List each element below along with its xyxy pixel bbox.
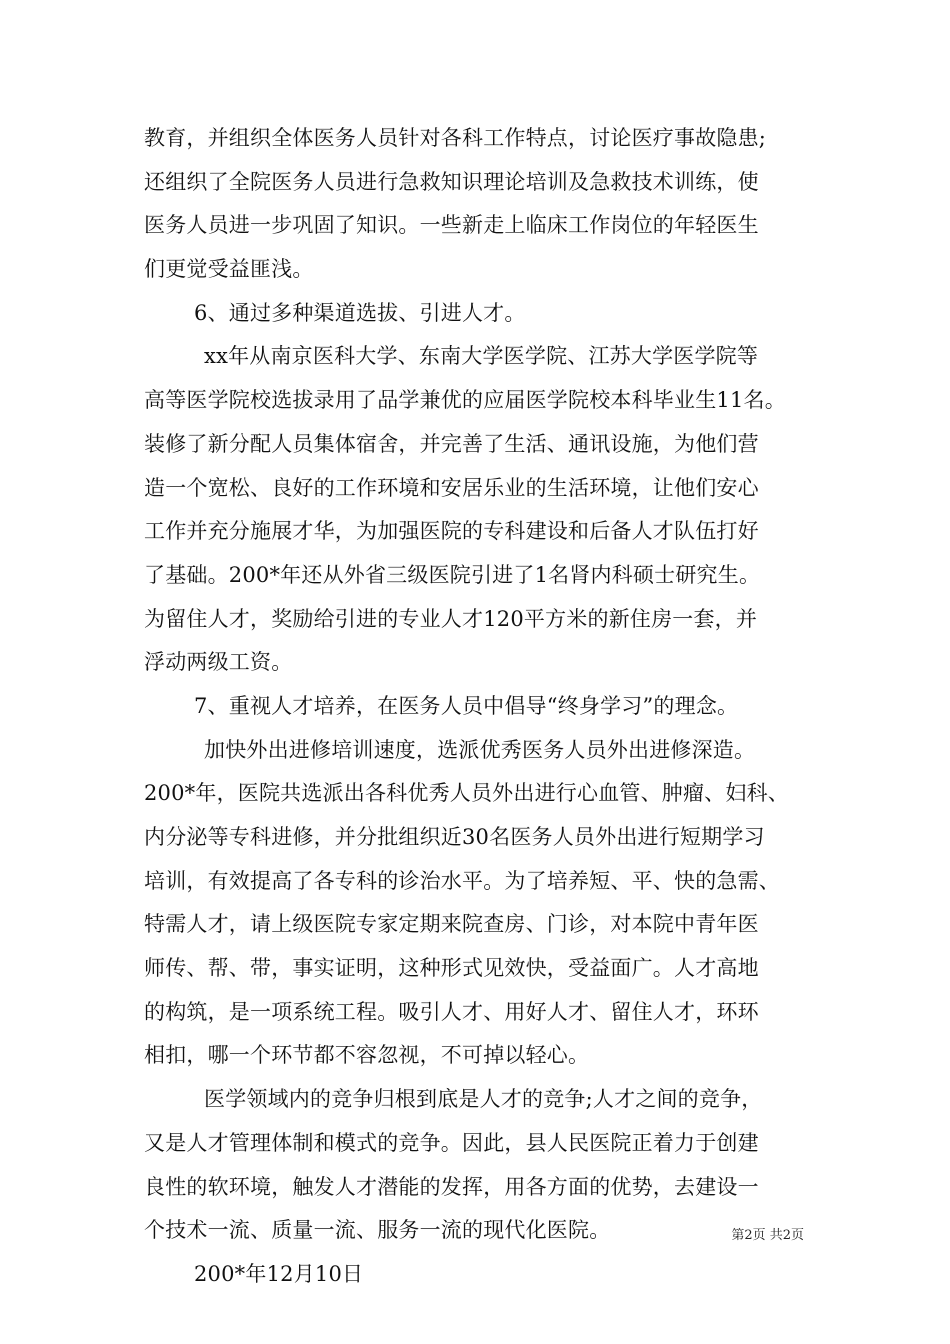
text-line: 教育，并组织全体医务人员针对各科工作特点，讨论医疗事故隐患; — [144, 126, 767, 150]
text-line: 造一个宽松、良好的工作环境和安居乐业的生活环境，让他们安心 — [144, 475, 759, 500]
text-line: 医务人员进一步巩固了知识。一些新走上临床工作岗位的年轻医生 — [144, 213, 759, 238]
document-date: 200*年12月10日 — [194, 1261, 364, 1286]
text-line: 为留住人才，奖励给引进的专业人才120平方米的新住房一套，并 — [144, 606, 758, 631]
text-line: 们更觉受益匪浅。 — [144, 257, 314, 282]
text-line: 浮动两级工资。 — [144, 650, 293, 675]
text-line: 医学领域内的竞争归根到底是人才的竞争;人才之间的竞争， — [204, 1087, 763, 1112]
text-line: 特需人才，请上级医院专家定期来院查房、门诊，对本院中青年医 — [144, 912, 759, 937]
text-line: 装修了新分配人员集体宿舍，并完善了生活、通讯设施，为他们营 — [144, 431, 759, 456]
text-line: 的构筑，是一项系统工程。吸引人才、用好人才、留住人才，环环 — [144, 999, 759, 1024]
text-line: 还组织了全院医务人员进行急救知识理论培训及急救技术训练，使 — [144, 169, 759, 194]
text-line: 培训，有效提高了各专科的诊治水平。为了培养短、平、快的急需、 — [144, 868, 780, 893]
text-line: 相扣，哪一个环节都不容忽视，不可掉以轻心。 — [144, 1043, 590, 1068]
text-line: 加快外出进修培训速度，选派优秀医务人员外出进修深造。 — [204, 737, 756, 762]
text-line: 师传、帮、带，事实证明，这种形式见效快，受益面广。人才高地 — [144, 956, 759, 981]
section-heading-6: 6、通过多种渠道选拔、引进人才。 — [194, 300, 526, 325]
text-line: 又是人才管理体制和模式的竞争。因此，县人民医院正着力于创建 — [144, 1130, 759, 1155]
text-line: 良性的软环境，触发人才潜能的发挥，用各方面的优势，去建设一 — [144, 1174, 759, 1199]
text-line: 个技术一流、质量一流、服务一流的现代化医院。 — [144, 1218, 611, 1243]
page-indicator: 第2页 共2页 — [731, 1228, 804, 1243]
section-heading-7: 7、重视人才培养，在医务人员中倡导“终身学习”的理念。 — [194, 693, 739, 718]
text-line: xx年从南京医科大学、东南大学医学院、江苏大学医学院等 — [204, 344, 759, 369]
text-line: 200*年，医院共选派出各科优秀人员外出进行心血管、肿瘤、妇科、 — [144, 781, 789, 806]
document-body — [144, 117, 816, 1297]
text-line: 工作并充分施展才华，为加强医院的专科建设和后备人才队伍打好 — [144, 519, 759, 544]
text-line: 内分泌等专科进修，并分批组织近30名医务人员外出进行短期学习 — [144, 825, 765, 849]
text-line: 了基础。200*年还从外省三级医院引进了1名肾内科硕士研究生。 — [144, 562, 761, 587]
text-line: 高等医学院校选拔录用了品学兼优的应届医学院校本科毕业生11名。 — [144, 388, 786, 413]
